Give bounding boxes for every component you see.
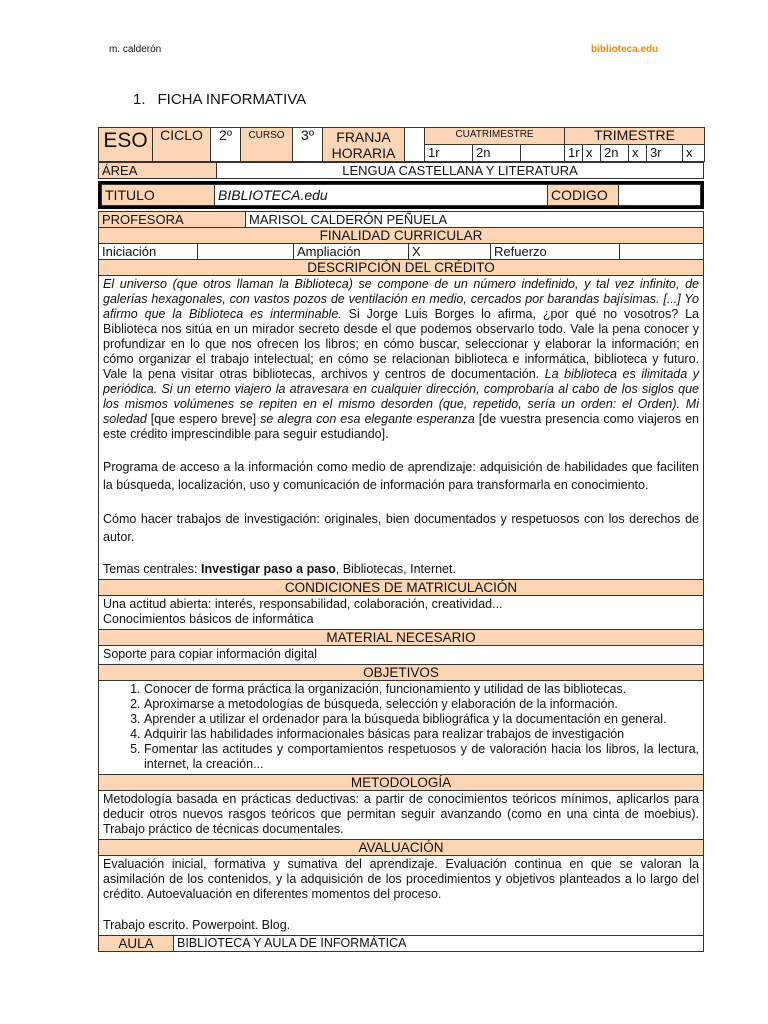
codigo-value xyxy=(619,185,701,206)
condiciones-body xyxy=(98,596,704,630)
descripcion-title: DESCRIPCIÓN DEL CRÉDITO xyxy=(98,260,704,276)
temas-centrales xyxy=(103,562,699,577)
finalidad-title: FINALIDAD CURRICULAR xyxy=(98,228,704,244)
header-author: m. calderón xyxy=(109,44,162,55)
temas-label: Temas centrales: xyxy=(103,562,201,576)
trimestre-3-mark: x xyxy=(683,145,705,162)
aula-label: AULA xyxy=(99,936,174,952)
header-brand: biblioteca.edu xyxy=(591,44,659,55)
cuatrimestre-label: CUATRIMESTRE xyxy=(425,128,565,145)
curso-value: 3º xyxy=(293,128,323,162)
material-body xyxy=(98,646,704,665)
condiciones-title: CONDICIONES DE MATRICULACIÓN xyxy=(98,580,704,596)
curso-label: CURSO xyxy=(241,128,293,162)
borges-quote-3: se alegra con esa elegante esperanza xyxy=(260,412,475,426)
franja-horaria-label xyxy=(323,128,405,162)
trimestre-1: 1r xyxy=(565,145,583,162)
area-label: ÁREA xyxy=(99,163,217,179)
ciclo-label: CICLO xyxy=(153,128,211,162)
descripcion-body xyxy=(98,276,704,580)
evaluacion-text-2: Trabajo escrito. Powerpoint. Blog. xyxy=(103,918,291,932)
cuatrimestre-blank xyxy=(521,145,565,162)
titulo-row xyxy=(98,181,704,209)
heading-number: 1. xyxy=(133,91,146,108)
ficha-sheet xyxy=(98,127,704,952)
profesora-value: MARISOL CALDERÓN PEÑUELA xyxy=(246,212,704,228)
trimestre-2-mark: x xyxy=(629,145,647,162)
cuatrimestre-2: 2n xyxy=(473,145,521,162)
descripcion-text-2: [que espero breve] xyxy=(146,412,261,426)
condiciones-line: Una actitud abierta: interés, responsabilidad, colaboración, creatividad... xyxy=(103,597,503,611)
ciclo-value: 2º xyxy=(211,128,241,162)
franja-value xyxy=(405,128,425,162)
area-value: LENGUA CASTELLANA Y LITERATURA xyxy=(217,163,704,179)
objetivo-item: 3. Aprender a utilizar el ordenador para la búsqueda bibliográfica y la documentación en general. xyxy=(144,712,699,727)
eso-label: ESO xyxy=(99,128,153,162)
objetivo-item: 2. Aproximarse a metodologías de búsqueda, selección y elaboración de la información. xyxy=(144,697,699,712)
metodologia-title: METODOLOGÍA xyxy=(98,775,704,791)
descripcion-text-3: [de vuestra presencia como viajeros en este crédito imprescindible para seguir estudiando]. xyxy=(103,412,699,441)
trimestre-1-mark: x xyxy=(583,145,601,162)
descripcion-paragraph-2: Programa de acceso a la información como medio de aprendizaje: adquisición de habilidades que faciliten la búsqueda, localización, uso y comunicación de información para transformarla en conocimiento. xyxy=(103,460,699,492)
refuerzo-label: Refuerzo xyxy=(491,244,556,260)
descripcion-paragraph-1 xyxy=(103,277,699,442)
profesora-row xyxy=(98,211,704,228)
objetivos-title: OBJETIVOS xyxy=(98,665,704,681)
objetivo-item: 5. Fomentar las actitudes y comportamientos respetuosos y de valoración hacia los libros, la lectura, internet, la creación... xyxy=(144,742,699,772)
course-grid xyxy=(98,127,705,162)
area-row xyxy=(98,162,704,179)
objetivo-item: 1. Conocer de forma práctica la organización, funcionamiento y utilidad de las bibliotecas. xyxy=(144,682,699,697)
metodologia-text: Metodología basada en prácticas deductivas: a partir de conocimientos teóricos mínimos, aplicarlos para deducir otros nuevos rasgos teóricos que permitan seguir avanzando (como en una cinta de moebius). Trabajo práctico de técnicas documentales. xyxy=(103,792,699,836)
ampliacion-value: X xyxy=(409,244,491,260)
titulo-label: TITULO xyxy=(102,185,215,206)
material-title: MATERIAL NECESARIO xyxy=(98,630,704,646)
titulo-value: BIBLIOTECA.edu xyxy=(215,185,548,206)
trimestre-3: 3r xyxy=(647,145,683,162)
temas-bold: Investigar paso a paso xyxy=(200,562,336,576)
cuatrimestre-1: 1r xyxy=(425,145,473,162)
trimestre-label: TRIMESTRE xyxy=(565,128,705,145)
borges-quote-1: El universo (que otros llaman la Biblioteca) se compone de un número indefinido, y tal vez infinito, de galerías hexagonales, con vastos pozos de ventilación en medio, cercados por barandas bajísimas. [...] Yo afirmo que la Biblioteca es interminable. xyxy=(103,277,699,321)
finalidad-row xyxy=(98,244,704,260)
evaluacion-text: Evaluación inicial, formativa y sumativa del aprendizaje. Evaluación continua en que se valoran la asimilación de los contenidos, y la adquisición de los procedimientos y objetivos planteados a lo largo del crédito. Autoevaluación en diferentes momentos del proceso. xyxy=(103,857,699,901)
objetivos-list xyxy=(99,682,699,772)
heading-title: FICHA INFORMATIVA xyxy=(157,91,307,108)
objetivo-item: 4. Adquirir las habilidades informacionales básicas para realizar trabajos de investigación xyxy=(144,727,699,742)
aula-value: BIBLIOTECA Y AULA DE INFORMÁTICA xyxy=(174,936,704,952)
borges-quote-2: La biblioteca es ilimitada y periódica. Si un eterno viajero la atravesara en cualquier dirección, comprobaría al cabo de los siglos que los mismos volúmenes se repiten en el mismo desorden (que, repetido, sería un orden: el Orden). Mi soledad xyxy=(103,367,699,426)
horaria-label: HORARIA xyxy=(331,145,396,161)
aula-row xyxy=(98,936,704,952)
material-text: Soporte para copiar información digital xyxy=(103,647,318,661)
codigo-label: CODIGO xyxy=(548,185,619,206)
franja-label: FRANJA xyxy=(336,129,391,145)
trimestre-2: 2n xyxy=(601,145,629,162)
evaluacion-title: AVALUACIÓN xyxy=(98,840,704,856)
descripcion-paragraph-3: Cómo hacer trabajos de investigación: originales, bien documentados y respetuosos con los derechos de autor. xyxy=(103,512,699,544)
refuerzo-value xyxy=(620,244,704,260)
iniciacion-value xyxy=(198,244,294,260)
evaluacion-body xyxy=(98,856,704,936)
objetivos-body xyxy=(98,681,704,775)
temas-rest: , Bibliotecas, Internet. xyxy=(335,562,456,576)
section-heading xyxy=(133,91,306,108)
refuerzo-spacer xyxy=(556,244,620,260)
profesora-label: PROFESORA xyxy=(99,212,246,228)
condiciones-line: Conocimientos básicos de informática xyxy=(103,612,314,626)
iniciacion-label: Iniciación xyxy=(99,244,198,260)
ampliacion-label: Ampliación xyxy=(294,244,409,260)
descripcion-text-1: Si Jorge Luis Borges lo afirma, ¿por qué no vosotros? La Biblioteca nos sitúa en un mirador secreto desde el que podemos observarlo todo. Vale la pena conocer y profundizar en lo que nos ofrecen los libros; en cómo buscar, seleccionar y elaborar la información; en cómo organizar el trabajo intelectual; en cómo se relacionan biblioteca e informática, biblioteca y futuro. Vale la pena visitar otras bibliotecas, archivos y centros de documentación. xyxy=(103,307,699,381)
metodologia-body xyxy=(98,791,704,840)
